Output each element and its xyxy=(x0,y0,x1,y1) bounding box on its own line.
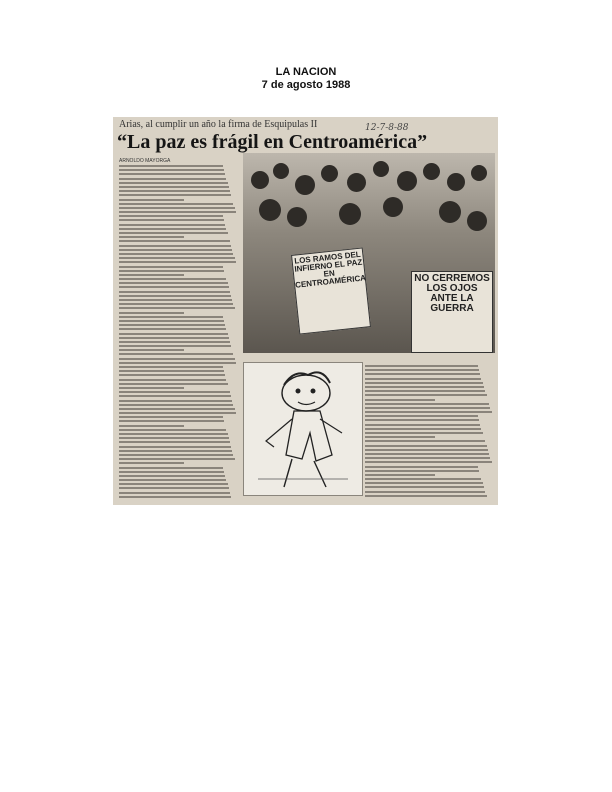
text-line xyxy=(365,394,487,396)
text-line xyxy=(119,412,236,414)
text-line xyxy=(119,362,236,364)
text-line xyxy=(119,467,223,469)
text-line xyxy=(119,224,225,226)
text-line xyxy=(119,199,184,201)
text-line xyxy=(119,337,229,339)
text-line xyxy=(365,386,484,388)
text-line xyxy=(365,411,492,413)
caricature-eye-left xyxy=(296,389,301,394)
caricature-mouth xyxy=(298,402,315,405)
text-line xyxy=(119,404,233,406)
text-line xyxy=(119,299,232,301)
text-line xyxy=(365,403,489,405)
text-line xyxy=(119,178,226,180)
text-line xyxy=(365,399,435,401)
text-line xyxy=(119,366,223,368)
crowd-figure xyxy=(287,207,307,227)
article-byline: ARNOLDO MAYORGA xyxy=(119,158,171,164)
text-line xyxy=(119,291,230,293)
crowd-figure xyxy=(373,161,389,177)
article-headline: “La paz es frágil en Centroamérica” xyxy=(117,131,428,153)
text-line xyxy=(365,440,485,442)
text-line xyxy=(119,475,225,477)
text-line xyxy=(119,182,228,184)
text-line xyxy=(119,316,223,318)
text-line xyxy=(119,391,230,393)
text-line xyxy=(119,312,184,314)
newspaper-clipping xyxy=(113,117,498,505)
text-line xyxy=(365,486,484,488)
text-line xyxy=(119,307,235,309)
text-line xyxy=(119,240,230,242)
text-line xyxy=(365,491,485,493)
text-line xyxy=(119,328,226,330)
text-line xyxy=(119,295,231,297)
crowd-figure xyxy=(273,163,289,179)
text-line xyxy=(119,253,233,255)
crowd-figure xyxy=(321,165,338,182)
text-line xyxy=(365,390,485,392)
text-line xyxy=(119,341,230,343)
text-line xyxy=(119,266,223,268)
document-header xyxy=(0,66,612,92)
text-line xyxy=(365,453,489,455)
text-line xyxy=(119,261,236,263)
text-line xyxy=(119,454,233,456)
text-line xyxy=(119,236,184,238)
text-line xyxy=(119,165,223,167)
text-line xyxy=(119,219,224,221)
protest-sign-right: NO CERREMOS LOS OJOS ANTE LA GUERRA xyxy=(411,271,493,353)
text-line xyxy=(119,274,184,276)
text-line xyxy=(365,365,478,367)
text-line xyxy=(365,415,478,417)
text-column-right xyxy=(365,365,493,501)
text-line xyxy=(119,353,233,355)
text-line xyxy=(119,471,224,473)
text-line xyxy=(119,433,228,435)
text-line xyxy=(119,425,184,427)
crowd-figure xyxy=(295,175,315,195)
text-line xyxy=(119,249,232,251)
text-line xyxy=(365,373,480,375)
text-line xyxy=(119,286,229,288)
crowd-figure xyxy=(347,173,366,192)
text-line xyxy=(119,408,235,410)
text-line xyxy=(119,345,231,347)
text-line xyxy=(119,446,231,448)
caricature-drawing xyxy=(243,362,363,496)
text-line xyxy=(365,470,479,472)
crowd-figure xyxy=(251,171,269,189)
text-line xyxy=(365,407,490,409)
text-line xyxy=(365,432,483,434)
text-line xyxy=(119,416,223,418)
text-line xyxy=(119,333,228,335)
text-line xyxy=(365,382,483,384)
text-line xyxy=(119,303,233,305)
text-line xyxy=(119,190,230,192)
text-line xyxy=(119,441,230,443)
text-line xyxy=(119,211,236,213)
caricature-arm xyxy=(266,419,342,447)
text-line xyxy=(365,419,479,421)
publication-name: LA NACION xyxy=(275,66,337,78)
text-line xyxy=(119,232,228,234)
publication-date: 7 de agosto 1988 xyxy=(261,79,351,91)
text-line xyxy=(119,358,235,360)
text-line xyxy=(119,492,230,494)
text-line xyxy=(119,257,235,259)
text-line xyxy=(119,282,228,284)
text-line xyxy=(119,374,225,376)
text-line xyxy=(119,387,184,389)
text-line xyxy=(119,215,223,217)
text-line xyxy=(119,173,225,175)
text-line xyxy=(119,429,226,431)
text-line xyxy=(119,462,184,464)
text-line xyxy=(119,203,233,205)
text-line xyxy=(365,436,435,438)
crowd-figure xyxy=(471,165,487,181)
caricature-head xyxy=(282,375,330,411)
text-line xyxy=(365,466,478,468)
caricature-illustration xyxy=(244,363,362,495)
text-line xyxy=(119,437,229,439)
text-line xyxy=(119,270,224,272)
caricature-body xyxy=(286,411,332,461)
text-line xyxy=(365,474,435,476)
crowd-figure xyxy=(423,163,440,180)
text-line xyxy=(365,445,487,447)
text-line xyxy=(119,483,228,485)
text-line xyxy=(365,424,480,426)
protest-photo xyxy=(243,153,495,353)
crowd-figure xyxy=(383,197,403,217)
text-line xyxy=(365,495,487,497)
text-line xyxy=(119,420,224,422)
crowd-figure xyxy=(339,203,361,225)
text-line xyxy=(119,379,226,381)
text-line xyxy=(119,487,229,489)
text-line xyxy=(365,478,481,480)
text-line xyxy=(365,378,481,380)
text-line xyxy=(119,395,231,397)
text-line xyxy=(119,479,226,481)
text-line xyxy=(365,482,483,484)
text-line xyxy=(119,228,226,230)
text-line xyxy=(365,449,488,451)
crowd-figure xyxy=(259,199,281,221)
text-line xyxy=(365,428,481,430)
crowd-figure xyxy=(397,171,417,191)
text-line xyxy=(119,169,224,171)
text-line xyxy=(119,349,184,351)
text-line xyxy=(119,278,226,280)
article-kicker: Arias, al cumplir un año la firma de Esquipulas II xyxy=(119,119,318,130)
caricature-eye-right xyxy=(311,389,316,394)
text-line xyxy=(365,461,492,463)
caricature-legs xyxy=(284,459,326,487)
text-line xyxy=(119,245,231,247)
text-line xyxy=(119,324,225,326)
text-line xyxy=(119,458,235,460)
crowd-figure xyxy=(447,173,465,191)
text-line xyxy=(119,186,229,188)
text-line xyxy=(119,400,232,402)
text-line xyxy=(365,369,479,371)
date-stamp: 12-7-8-88 xyxy=(365,123,409,133)
text-line xyxy=(119,370,224,372)
text-line xyxy=(119,320,224,322)
text-line xyxy=(119,450,232,452)
text-line xyxy=(119,496,231,498)
text-line xyxy=(119,207,235,209)
text-line xyxy=(119,194,231,196)
crowd-figure xyxy=(439,201,461,223)
text-column-left xyxy=(119,165,237,501)
crowd-figure xyxy=(467,211,487,231)
text-line xyxy=(365,457,490,459)
protest-sign-left: LOS RAMOS DEL INFIERNO EL PAZ EN CENTROAMÉRICA xyxy=(291,247,371,334)
text-line xyxy=(119,383,228,385)
